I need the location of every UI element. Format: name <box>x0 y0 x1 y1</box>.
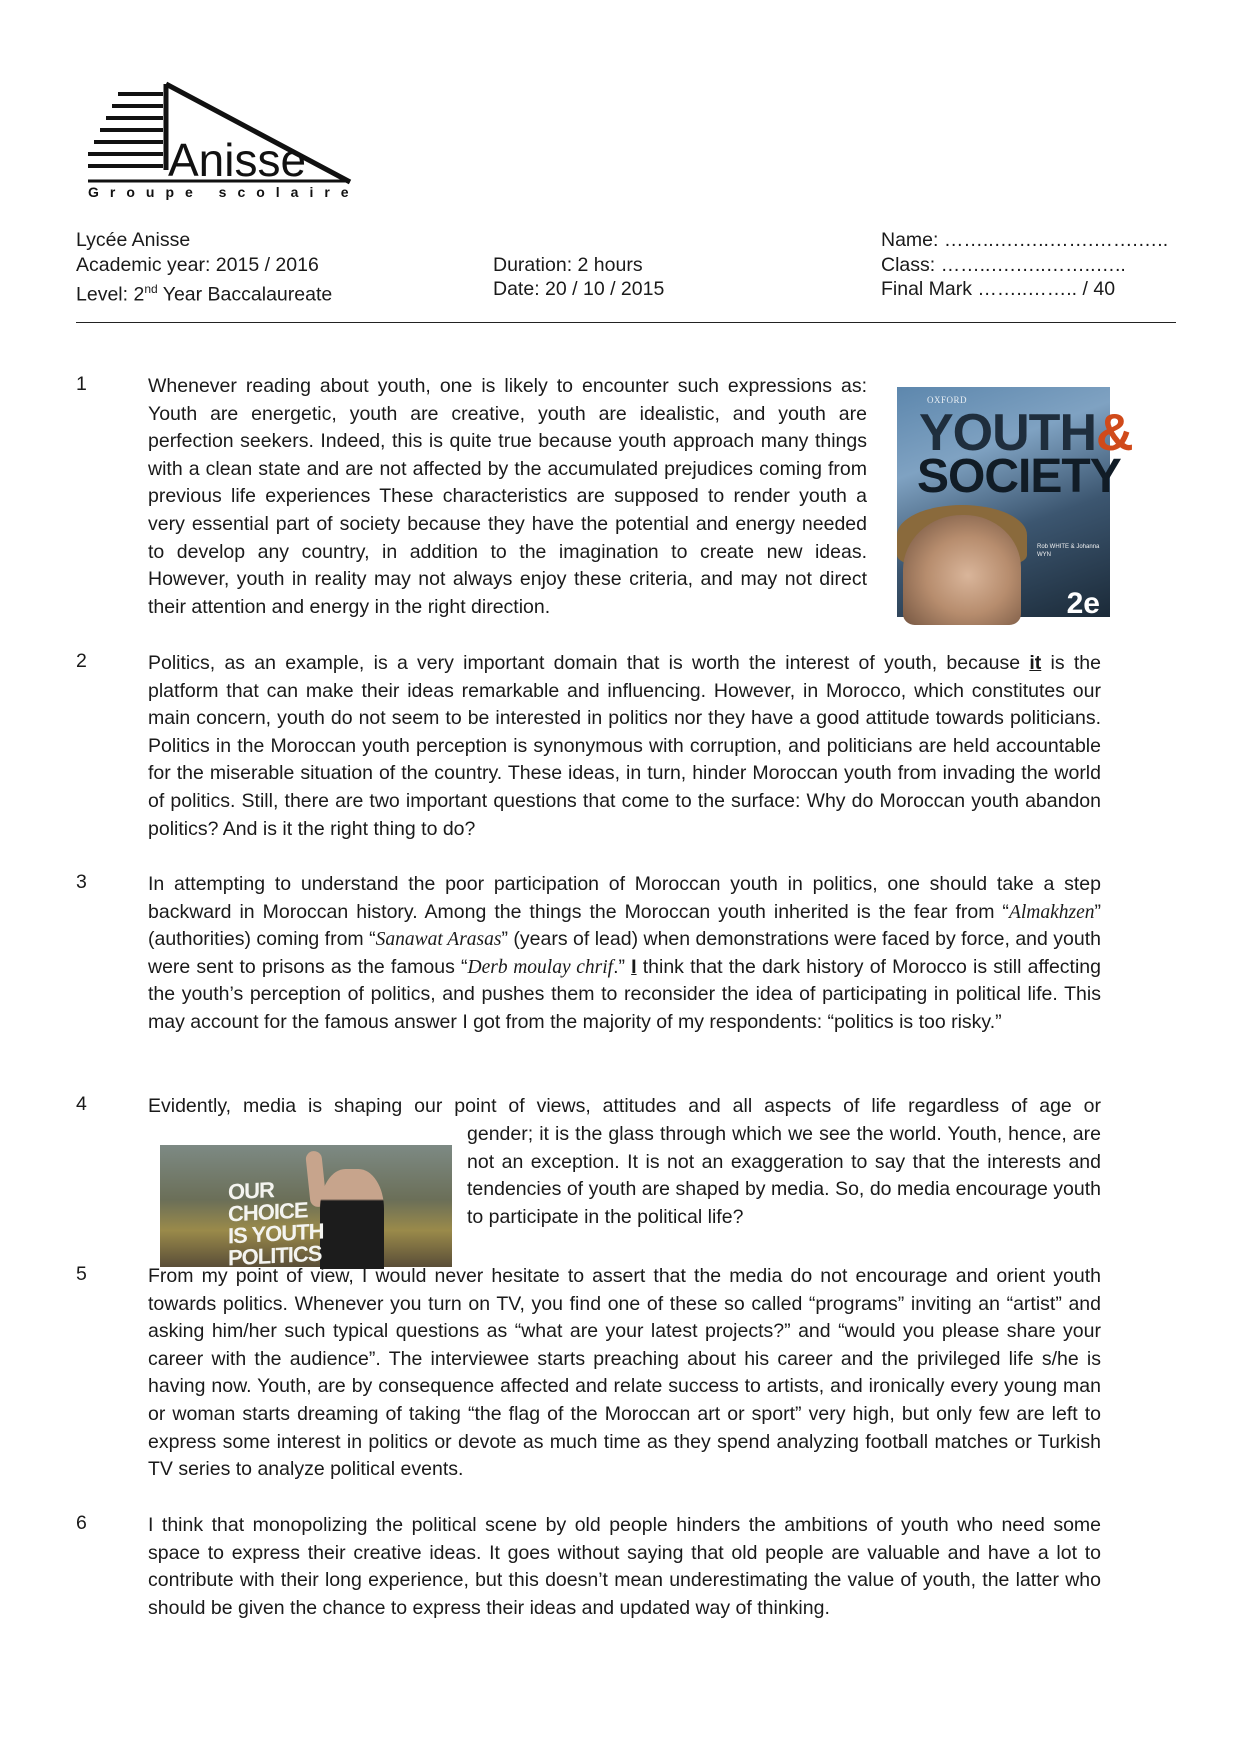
paragraph-number: 4 <box>76 1093 87 1115</box>
cover-authors: Rob WHITE & Johanna WYN <box>1037 544 1100 558</box>
school-logo <box>88 82 408 202</box>
cover-face <box>903 515 1021 625</box>
header-divider <box>76 322 1176 323</box>
paragraph-text: From my point of view, I would never hesitate to assert that the media do not encourage and orient youth towards politics. Whenever you turn on TV, you find one of these so called “programs” inviting an “artist” and asking him/her such typical questions as “what are your latest projects?” and “would you please share your career with the audience”. The interviewee starts preaching about his career and the privileged life s/he is having now. Youth, are by consequence affected and relate success to artists, and ironically every young man or woman starts dreaming of taking “the flag of the Moroccan art or sport” very high, but only few are left to express some interest in politics or devote as much time as they spend analyzing football matches or Turkish TV series to analyze political events. <box>148 1265 1101 1481</box>
paragraph-text: gender; it is the glass through which we see the world. Youth, hence, are not an exception. It is not an exaggeration to say that the interests and tendencies of youth are shaped by media. So, do media encourage youth to participate in the political life? <box>467 1123 1101 1228</box>
duration: Duration: 2 hours <box>493 253 643 276</box>
photo-slogan: OUR CHOICE IS YOUTH POLITICS <box>228 1177 324 1271</box>
anisse-logo-graphic <box>88 82 408 202</box>
school-name: Lycée Anisse <box>76 229 191 251</box>
paragraph-number: 5 <box>76 1263 87 1285</box>
paragraph-number: 2 <box>76 650 87 672</box>
header-exam-info <box>493 253 664 302</box>
paragraph-2 <box>148 650 1101 843</box>
paragraph-text: In attempting to understand the poor participation of Moroccan youth in politics, one should take a step backward in Moroccan history. Among the things the Moroccan youth inherited is the fear from “Almakhzen” (authorities) coming from “Sanawat Arasas” (years of lead) when demonstrations were faced by force, and youth were sent to prisons as the famous “Derb moulay chrif.” I think that the dark history of Morocco is still affecting the youth’s perception of politics, and pushes them to reconsider the idea of participating in political life. This may account for the famous answer I got from the majority of my respondents: “politics is too risky.” <box>148 873 1101 1033</box>
paragraph-number: 3 <box>76 871 87 893</box>
paragraph-text: Evidently, media is shaping our point of views, attitudes and all aspects of life regardless of age or <box>148 1095 1101 1117</box>
paragraph-number: 1 <box>76 373 87 395</box>
youth-politics-photo <box>160 1145 452 1271</box>
paragraph-text: Whenever reading about youth, one is likely to encounter such expressions as: Youth are energetic, youth are creative, youth are idealistic, and youth are perfection seekers. Indeed, this is quite true because youth approach many things with a clean state and are not affected by the accumulated prejudices coming from previous life experiences These characteristics are supposed to render youth a very essential part of society because they have the potential and energy needed to develop any country, in addition to the imagination to create new ideas. However, youth in reality may not always enjoy these criteria, and may not direct their attention and energy in the right direction. <box>148 375 867 618</box>
paragraph-text: Politics, as an example, is a very important domain that is worth the interest of youth, because it is the platform that can make their ideas remarkable and influencing. However, in Morocco, which constitutes our main concern, youth do not seem to be interested in politics nor they have a good attitude towards politicians. Politics in the Moroccan youth perception is synonymous with corruption, and politicians are held accountable for the miserable situation of the country. These ideas, in turn, hinder Moroccan youth from invading the world of politics. Still, there are two important questions that come to the surface: Why do Moroccan youth abandon politics? And is it the right thing to do? <box>148 652 1101 840</box>
paragraph-3 <box>148 871 1101 1037</box>
paragraph-4-line1 <box>148 1093 1101 1121</box>
final-mark-field: Final Mark ……..…….. / 40 <box>881 278 1116 300</box>
academic-year: Academic year: 2015 / 2016 <box>76 253 319 276</box>
paragraph-text: I think that monopolizing the political scene by old people hinders the ambitions of youth who need some space to express their creative ideas. It goes without saying that old people are valuable and have a lot to contribute with their long experience, but this doesn’t mean underestimating the value of youth, the latter who should be given the chance to express their ideas and updated way of thinking. <box>148 1514 1101 1619</box>
paragraph-5 <box>148 1263 1101 1484</box>
header-school-info <box>76 228 332 307</box>
cover-edition: 2e <box>1066 587 1100 620</box>
header-student-info <box>881 228 1168 302</box>
paragraph-4 <box>467 1121 1101 1231</box>
level: Level: 2nd Year Baccalaureate <box>76 282 333 306</box>
cover-title-line1: YOUTH& <box>919 404 1133 462</box>
student-name-field: Name: ……..….…..…….…….….. <box>881 229 1169 251</box>
cover-title-line2: SOCIETY <box>917 450 1121 503</box>
logo-wordmark: Anisse <box>168 134 307 186</box>
paragraph-1 <box>148 373 867 621</box>
paragraph-number: 6 <box>76 1512 87 1534</box>
photo-speaker <box>320 1169 384 1269</box>
class-field: Class: ……..….…..……..….. <box>881 253 1126 276</box>
logo-tagline: Groupe scolaire <box>88 184 360 200</box>
exam-date: Date: 20 / 10 / 2015 <box>493 278 665 300</box>
youth-society-book-cover <box>897 387 1133 620</box>
paragraph-6 <box>148 1512 1101 1622</box>
cover-publisher: OXFORD <box>927 395 968 405</box>
